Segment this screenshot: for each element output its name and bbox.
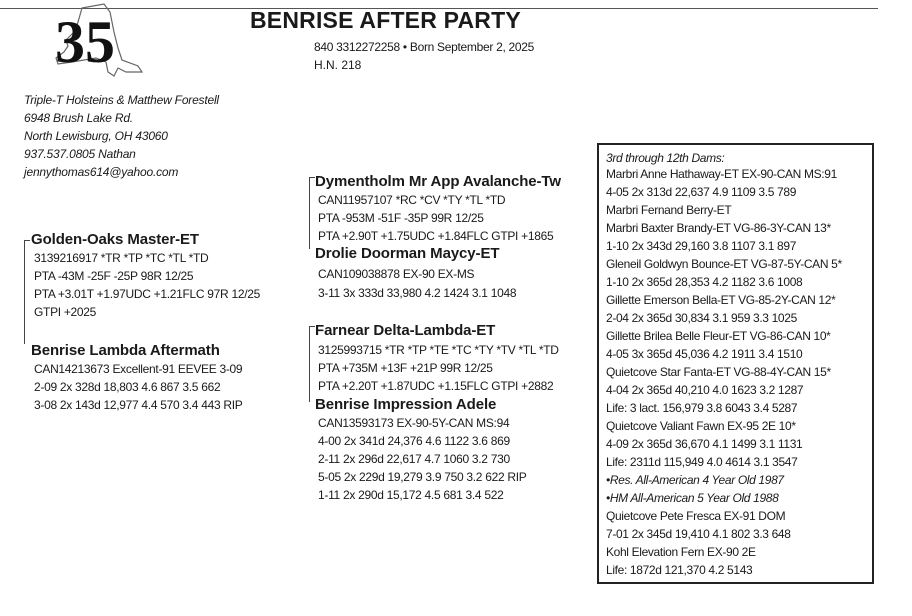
- registration-line: 840 3312272258 • Born September 2, 2025: [314, 40, 535, 54]
- dam-line: CAN14213673 Excellent-91 EEVEE 3-09: [34, 362, 243, 376]
- dams-box-line: 1-10 2x 365d 28,353 4.2 1182 3.6 1008: [606, 275, 803, 289]
- dams-box-line: 7-01 2x 345d 19,410 4.1 802 3.3 648: [606, 527, 791, 541]
- dam-sire-line: PTA +2.20T +1.87UDC +1.15FLC GTPI +2882: [318, 379, 554, 393]
- dams-box-line: 4-09 2x 365d 36,670 4.1 1499 3.1 1131: [606, 437, 803, 451]
- dams-box-line: Marbri Fernand Berry-ET: [606, 203, 732, 217]
- dams-box-line: Marbri Anne Hathaway-ET EX-90-CAN MS:91: [606, 167, 837, 181]
- consignor-email: jennythomas614@yahoo.com: [24, 165, 179, 179]
- sire-dam-line: CAN109038878 EX-90 EX-MS: [318, 267, 475, 281]
- dams-box-line: 1-10 2x 343d 29,160 3.8 1107 3.1 897: [606, 239, 797, 253]
- dam-dam-line: CAN13593173 EX-90-5Y-CAN MS:94: [318, 416, 510, 430]
- dam-dam-line: 1-11 2x 290d 15,172 4.5 681 3.4 522: [318, 488, 504, 502]
- dam-dam-line: 5-05 2x 229d 19,279 3.9 750 3.2 622 RIP: [318, 470, 527, 484]
- sire-name: Golden-Oaks Master-ET: [31, 231, 199, 248]
- dam-sire-name: Farnear Delta-Lambda-ET: [315, 322, 496, 339]
- sire-line: 3139216917 *TR *TP *TC *TL *TD: [34, 251, 209, 265]
- dams-box-line: Quietcove Valiant Fawn EX-95 2E 10*: [606, 419, 796, 433]
- dams-box-line: Life: 3 lact. 156,979 3.8 6043 3.4 5287: [606, 401, 798, 415]
- dams-box-line: 4-04 2x 365d 40,210 4.0 1623 3.2 1287: [606, 383, 804, 397]
- dam-sire-line: 3125993715 *TR *TP *TE *TC *TY *TV *TL *TD: [318, 343, 559, 357]
- dam-line: 2-09 2x 328d 18,803 4.6 867 3.5 662: [34, 380, 221, 394]
- animal-name: BENRISE AFTER PARTY: [250, 7, 521, 33]
- dams-box-line: Gleneil Goldwyn Bounce-ET VG-87-5Y-CAN 5*: [606, 257, 842, 271]
- sire-sire-line: CAN11957107 *RC *CV *TY *TL *TD: [318, 193, 506, 207]
- consignor-address: 6948 Brush Lake Rd.: [24, 111, 133, 125]
- dams-box-line: •HM All-American 5 Year Old 1988: [606, 491, 779, 505]
- dam-line: 3-08 2x 143d 12,977 4.4 570 3.4 443 RIP: [34, 398, 243, 412]
- sire-line: PTA -43M -25F -25P 98R 12/25: [34, 269, 194, 283]
- dams-box-line: Life: 2311d 115,949 4.0 4614 3.1 3547: [606, 455, 798, 469]
- sire-bracket: [24, 240, 30, 344]
- dams-box-line: 4-05 3x 365d 45,036 4.2 1911 3.4 1510: [606, 347, 803, 361]
- dams-box-line: Quietcove Star Fanta-ET VG-88-4Y-CAN 15*: [606, 365, 831, 379]
- sire-sire-line: PTA +2.90T +1.75UDC +1.84FLC GTPI +1865: [318, 229, 554, 243]
- dams-box-line: Life: 1872d 121,370 4.2 5143: [606, 563, 753, 577]
- sire-line: PTA +3.01T +1.97UDC +1.21FLC 97R 12/25: [34, 287, 260, 301]
- sire-dam-line: 3-11 3x 333d 33,980 4.2 1424 3.1 1048: [318, 286, 517, 300]
- dam-dam-name: Benrise Impression Adele: [315, 396, 497, 413]
- dams-box-line: Marbri Baxter Brandy-ET VG-86-3Y-CAN 13*: [606, 221, 831, 235]
- dam-sire-line: PTA +735M +13F +21P 99R 12/25: [318, 361, 493, 375]
- sire-sire-line: PTA -953M -51F -35P 99R 12/25: [318, 211, 484, 225]
- lot-number: 35: [55, 9, 115, 75]
- dams-box-line: 2-04 2x 365d 30,834 3.1 959 3.3 1025: [606, 311, 797, 325]
- dams-box-line: Gillette Emerson Bella-ET VG-85-2Y-CAN 12*: [606, 293, 836, 307]
- dams-box-line: Gillette Brilea Belle Fleur-ET VG-86-CAN 10*: [606, 329, 831, 343]
- herd-number: H.N. 218: [314, 58, 362, 72]
- dam-dam-line: 4-00 2x 341d 24,376 4.6 1122 3.6 869: [318, 434, 510, 448]
- dams-box-line: Quietcove Pete Fresca EX-91 DOM: [606, 509, 786, 523]
- dams-box-line: Kohl Elevation Fern EX-90 2E: [606, 545, 756, 559]
- consignor-phone: 937.537.0805 Nathan: [24, 147, 136, 161]
- dams-box-header: 3rd through 12th Dams:: [606, 151, 725, 165]
- sire-line: GTPI +2025: [34, 305, 97, 319]
- dams-box-line: •Res. All-American 4 Year Old 1987: [606, 473, 784, 487]
- sire-sire-name: Dymentholm Mr App Avalanche-Tw: [315, 173, 561, 190]
- consignor-name: Triple-T Holsteins & Matthew Forestell: [24, 93, 219, 107]
- dam-name: Benrise Lambda Aftermath: [31, 342, 220, 359]
- dam-dam-line: 2-11 2x 296d 22,617 4.7 1060 3.2 730: [318, 452, 510, 466]
- dams-box-line: 4-05 2x 313d 22,637 4.9 1109 3.5 789: [606, 185, 797, 199]
- consignor-city: North Lewisburg, OH 43060: [24, 129, 168, 143]
- sire-dam-name: Drolie Doorman Maycy-ET: [315, 245, 500, 262]
